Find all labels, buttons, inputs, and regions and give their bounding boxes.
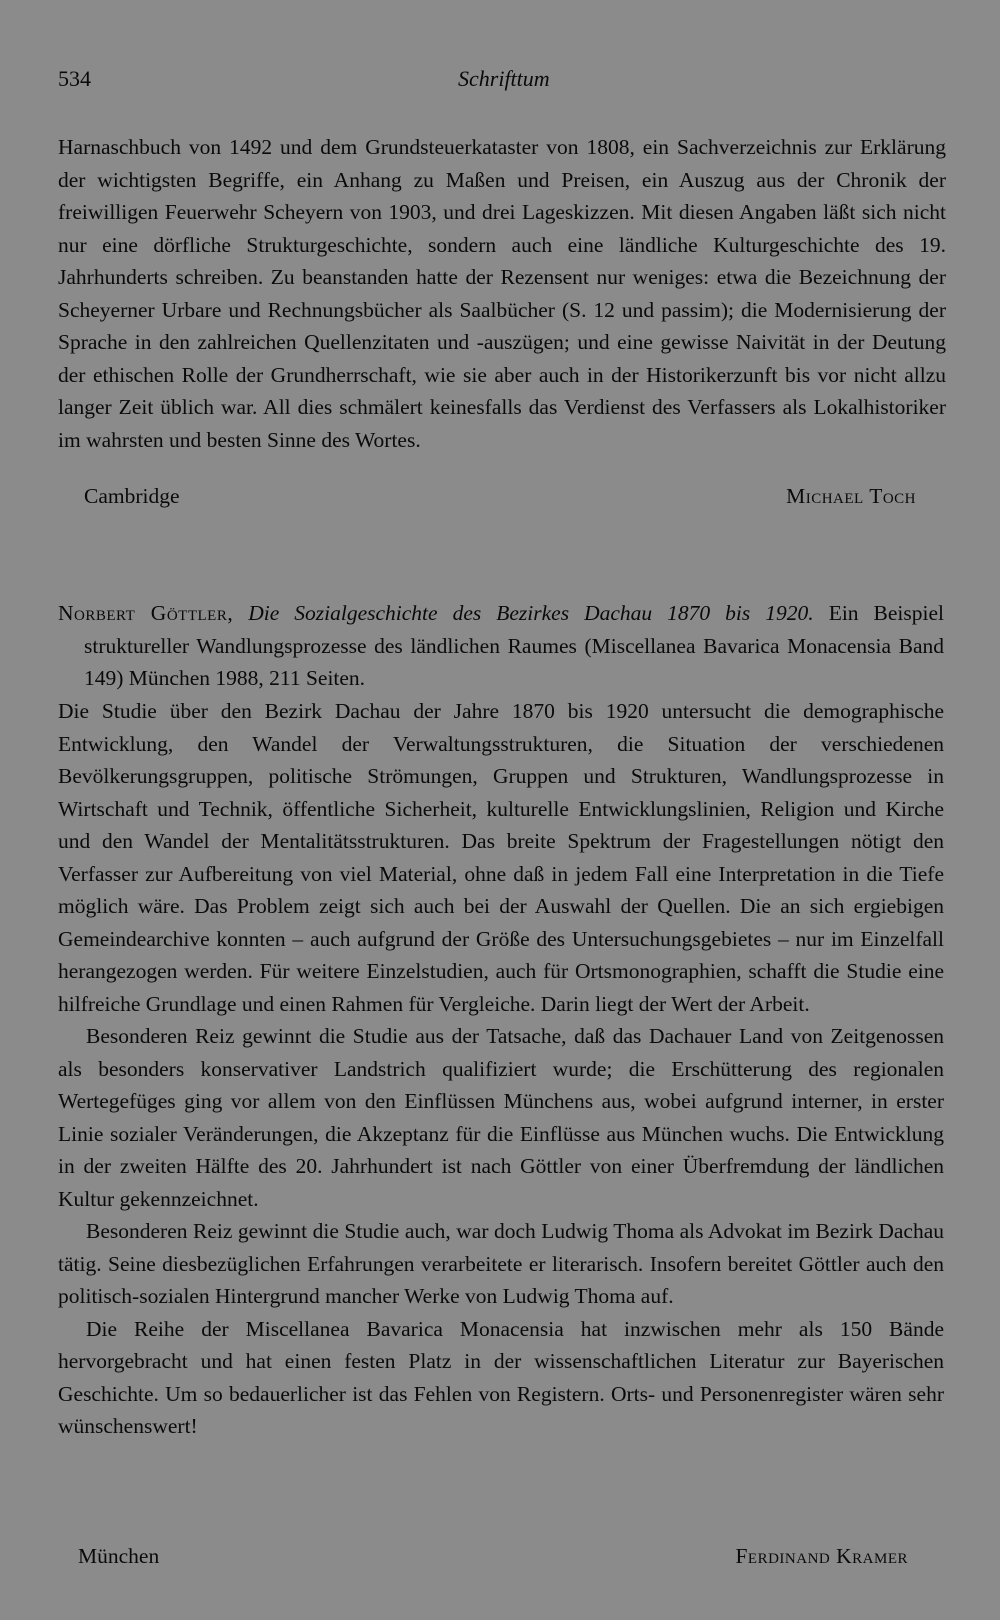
review-2-place: München <box>78 1544 160 1568</box>
review-1-paragraph: Harnaschbuch von 1492 und dem Grundsteuerkataster von 1808, ein Sachverzeichnis zur Erklärung der wichtigsten Begriffe, ein Anhang zu Maßen und Preisen, ein Auszug aus der Chronik der freiwilligen Feuerwehr Scheyern von 1903, und drei Lageskizzen. Mit diesen Angaben läßt sich nicht nur eine dörfliche Strukturgeschichte, sondern auch eine ländliche Kulturgeschichte des 19. Jahrhunderts schreiben. Zu beanstanden hatte der Rezensent nur weniges: etwa die Bezeichnung der Scheyerner Urbare und Rechnungsbücher als Saalbücher (S. 12 und passim); die Modernisierung der Sprache in den zahlreichen Quellenzitaten und -auszügen; und eine gewisse Naivität in der Deutung der ethischen Rolle der Grundherrschaft, wie sie aber auch in der Historikerzunft bis vor nicht allzu langer Zeit üblich war. All dies schmälert keinesfalls das Verdienst des Verfassers als Lokalhistoriker im wahrsten und besten Sinne des Wortes. <box>58 135 946 452</box>
review-1-body <box>58 131 946 456</box>
citation-details: Ein Beispiel struktureller Wandlungsprozesse des ländlichen Raumes (Miscellanea Bavarica Monacensia Band 149) München 1988, 211 Seiten. <box>84 601 945 690</box>
review-1-signature <box>84 480 916 512</box>
review-1-place: Cambridge <box>84 484 180 508</box>
running-title: Schrifttum <box>458 66 550 91</box>
review-2-signature <box>78 1540 908 1572</box>
review-2-paragraph-4: Die Reihe der Miscellanea Bavarica Monacensia hat inzwischen mehr als 150 Bände hervorgebracht und hat einen festen Platz in der wissenschaftlichen Literatur zur Bayerischen Geschichte. Um so bedauerlicher ist das Fehlen von Registern. Orts- und Personenregister wären sehr wünschenswert! <box>58 1316 944 1438</box>
review-1-reviewer: Michael Toch <box>786 484 916 508</box>
review-2-reviewer: Ferdinand Kramer <box>735 1544 908 1568</box>
review-2-paragraph-1: Die Studie über den Bezirk Dachau der Jahre 1870 bis 1920 untersucht die demographische Entwicklung, den Wandel der Verwaltungsstrukturen, die Situation der verschiedenen Bevölkerungsgruppen, politische Strömungen, Gruppen und Strukturen, Wandlungsprozesse in Wirtschaft und Technik, öffentliche Sicherheit, kulturelle Entwicklungslinien, Religion und Kirche und den Wandel der Mentalitätsstrukturen. Das breite Spektrum der Fragestellungen nötigt den Verfasser zur Aufbereitung von viel Material, ohne daß in jedem Fall eine Interpretation in die Tiefe möglich wäre. Das Problem zeigt sich auch bei der Auswahl der Quellen. Die an sich ergiebigen Gemeindearchive konnten – auch aufgrund der Größe des Untersuchungsgebietes – nur im Einzelfall herangezogen werden. Für weitere Einzelstudien, auch für Ortsmonographien, schafft die Studie eine hilfreiche Grundlage und einen Rahmen für Vergleiche. Darin liegt der Wert der Arbeit. <box>58 699 944 1016</box>
review-2-citation <box>58 597 944 695</box>
citation-author: Norbert Göttler, <box>58 601 234 625</box>
review-2-paragraph-2: Besonderen Reiz gewinnt die Studie aus der Tatsache, daß das Dachauer Land von Zeitgenossen als besonders konservativer Landstrich qualifiziert wurde; die Erschütterung des regionalen Wertegefüges ging vor allem von den Einflüssen Münchens aus, wobei aufgrund interner, in erster Linie sozialer Veränderungen, die Akzeptanz für die Einflüsse aus München wuchs. Die Entwicklung in der zweiten Hälfte des 20. Jahrhundert ist nach Göttler von einer Überfremdung der ländlichen Kultur gekennzeichnet. <box>58 1024 944 1211</box>
review-2-paragraph-3: Besonderen Reiz gewinnt die Studie auch, war doch Ludwig Thoma als Advokat im Bezirk Dachau tätig. Seine diesbezüglichen Erfahrungen verarbeitete er literarisch. Insofern bereitet Göttler auch den politisch-sozialen Hintergrund mancher Werke von Ludwig Thoma auf. <box>58 1219 944 1308</box>
page-header <box>58 66 900 96</box>
citation-title: Die Sozialgeschichte des Bezirkes Dachau 1870 bis 1920. <box>248 601 814 625</box>
review-2-body <box>58 695 944 1443</box>
page-number: 534 <box>58 66 91 91</box>
